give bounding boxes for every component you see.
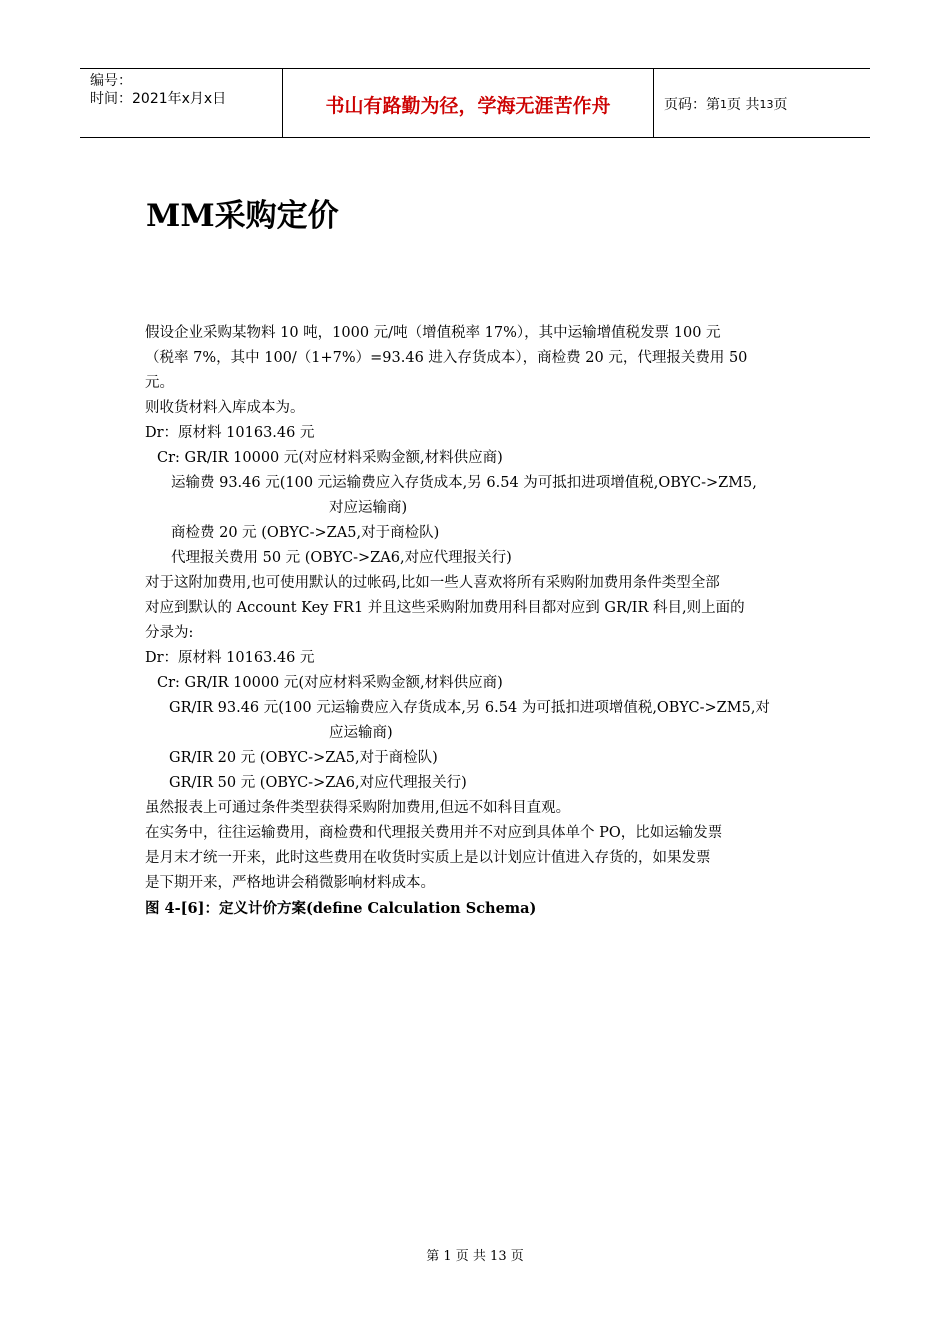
page-prefix: 页码：第 [664,97,720,113]
header-motto-cell [282,69,654,137]
credit-subentry: GR/IR 20 元 (OBYC->ZA5,对于商检队) [169,750,438,766]
credit-subentry: 代理报关费用 50 元 (OBYC->ZA6,对应代理报关行) [171,550,512,566]
page-suffix: 页 [773,97,788,113]
header-meta-cell [80,69,282,137]
credit-subentry: GR/IR 50 元 (OBYC->ZA6,对应代理报关行) [169,775,467,791]
page-footer: 第 1 页 共 13 页 [426,1249,524,1264]
paragraph-line: 则收货材料入库成本为。 [145,400,305,416]
page-header [80,68,870,138]
credit-subentry: 运输费 93.46 元(100 元运输费应入存货成本,另 6.54 为可抵扣进项增值税,OBYC->ZM5, [171,475,757,491]
debit-entry: Dr：原材料 10163.46 元 [145,425,315,441]
page-total: 13 [759,97,774,111]
credit-subentry-continued: 应运输商) [329,725,393,741]
paragraph-line: 对于这附加费用,也可使用默认的过帐码,比如一些人喜欢将所有采购附加费用条件类型全部 [145,575,720,591]
credit-entry: Cr: GR/IR 10000 元(对应材料采购金额,材料供应商) [157,675,503,691]
page-mid: 页 共 [727,97,760,113]
paragraph-line: 虽然报表上可通过条件类型获得采购附加费用,但远不如科目直观。 [145,800,571,816]
paragraph-line: 分录为: [145,625,194,641]
paragraph-line: 在实务中，往往运输费用，商检费和代理报关费用并不对应到具体单个 PO，比如运输发票 [145,825,723,841]
document-body [145,321,810,921]
credit-subentry: 商检费 20 元 (OBYC->ZA5,对于商检队) [171,525,440,541]
paragraph-line: 是下期开来，严格地讲会稍微影响材料成本。 [145,875,435,891]
paragraph-line: 对应到默认的 Account Key FR1 并且这些采购附加费用科目都对应到 GR/IR 科目,则上面的 [145,600,745,616]
credit-entry: Cr: GR/IR 10000 元(对应材料采购金额,材料供应商) [157,450,503,466]
figure-caption: 图 4-[6]：定义计价方案(define Calculation Schema) [145,900,537,917]
paragraph-line: 假设企业采购某物料 10 吨，1000 元/吨（增值税率 17%），其中运输增值税发票 100 元 [145,325,721,341]
paragraph-line: 是月末才统一开来，此时这些费用在收货时实质上是以计划应计值进入存货的，如果发票 [145,850,711,866]
motto-text: 书山有路勤为径，学海无涯苦作舟 [325,94,611,117]
credit-subentry: GR/IR 93.46 元(100 元运输费应入存货成本,另 6.54 为可抵扣进项增值税,OBYC->ZM5,对 [169,700,770,716]
document-title: MM采购定价 [146,198,339,234]
date-label: 时间：2021年x月x日 [90,91,227,107]
number-label: 编号： [90,73,132,89]
credit-subentry-continued: 对应运输商) [329,500,408,516]
header-page-cell [654,69,870,137]
paragraph-line: 元。 [145,375,174,391]
page-number: 1 [720,97,727,111]
debit-entry: Dr：原材料 10163.46 元 [145,650,315,666]
paragraph-line: （税率 7%，其中 100/（1+7%）=93.46 进入存货成本），商检费 20 元，代理报关费用 50 [145,350,748,366]
